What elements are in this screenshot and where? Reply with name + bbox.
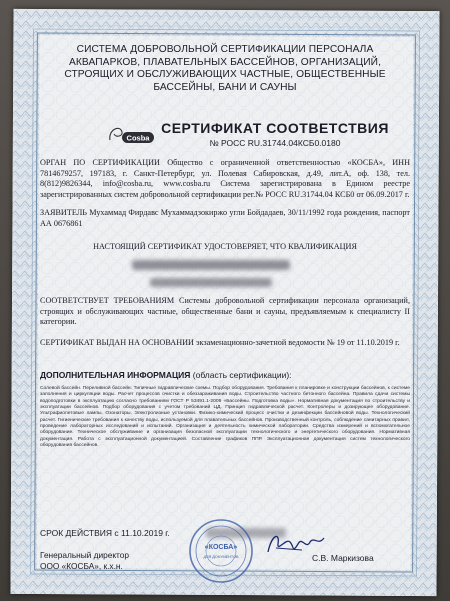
validity-period: СРОК ДЕЙСТВИЯ с 11.10.2019 г.: [40, 528, 170, 538]
redacted-name: [132, 260, 290, 270]
signer-name: С.В. Маркизова: [312, 553, 374, 563]
stamp-subtext: ДЛЯ ДОКУМЕНТОВ: [203, 555, 239, 559]
director-organization: ООО «КОСБА», к.х.н.: [40, 560, 123, 571]
director-title: Генеральный директор: [40, 550, 129, 560]
redacted-qualification: [150, 278, 272, 287]
logo-text: Cosba: [126, 133, 150, 143]
certification-scope-text: Солевой бассейн. Переливной бассейн. Типичные гидравлические схемы. Подбор оборудования. Требования к планировке и конструкции бассейнов, к системе заполнения и циркуляции воды. Расчет процессов очистки и обеззараживания воды. Строительство частного бетонного бассейна. Правила сдачи системы водоподготовки в эксплуатацию согласно требованиям ГОСТ Р 53491.1-2009 «Бассейны. Подготовка воды». Нормативная документация по строительству и эксплуатации бассейнов. Подбор оборудования с учетом требований ЦД. Принцип гидравлической расчет. Контролеры и дозирующее оборудование. Ультрафиолетовые лампы. Озонаторы. Электролизные установки. Физико-химический процесс очистки и дезинфекции бассейновой воды. Технологический расчет. Гигиенические требования к качеству воды, используемой для плавательных бассейнов. Производственный контроль, соблюдение санитарных правил, проведение лабораторных исследований и испытаний. Организация и деятельность химической лаборатории. Средства измерений и вспомогательное оборудование. Техническое обслуживание и организация безопасной эксплуатации технологического и энергетического оборудования. Нормативная документация. Работа с эксплуатационной документацией. Составление графиков ППР. Эксплуатационная документация систем технологического оборудования бассейнов.: [40, 386, 410, 449]
certificate-number: № РОСС RU.31744.04КСБ0.0180: [209, 138, 341, 148]
additional-info-title: ДОПОЛНИТЕЛЬНАЯ ИНФОРМАЦИЯ: [40, 370, 191, 380]
qualification-statement: НАСТОЯЩИЙ СЕРТИФИКАТ УДОСТОВЕРЯЕТ, ЧТО КВАЛИФИКАЦИЯ: [93, 242, 357, 251]
certificate-title: СЕРТИФИКАТ СООТВЕТСТВИЯ: [161, 120, 389, 136]
certification-body-paragraph: ОРГАН ПО СЕРТИФИКАЦИИ Общество с ограниченной ответственностью «КОСБА», ИНН 7814679257, 197183, г. Санкт-Петербург, ул. Полевая Сабировская, д.49, лит.А, оф. 138, тел. 8(812)9826344, info@cosba.ru, www.cosba.ru Система зарегистрирована в Едином реестре зарегистрированных систем добровольной сертификации рег.№ РОСС RU.31744.04 КСБ0 от 06.09.2017 г.: [40, 158, 410, 199]
company-stamp: [188, 518, 254, 584]
additional-info-heading: [40, 370, 410, 380]
stamp-text: «КОСБА»: [204, 544, 238, 551]
applicant-paragraph: ЗАЯВИТЕЛЬ Мухаммад Фирдавс Мухаммадзокиржо угли Бойдадаев, 30/11/1992 года рождения, паспорт АА 0676861: [40, 208, 410, 228]
organization-title: СИСТЕМА ДОБРОВОЛЬНОЙ СЕРТИФИКАЦИИ ПЕРСОНАЛА АКВАПАРКОВ, ПЛАВАТЕЛЬНЫХ БАССЕЙНОВ, ОРГАНИЗАЦИЙ, СТРОЯЩИХ И ОБСЛУЖИВАЮЩИХ ЧАСТНЫЕ, ОБЩЕСТВЕННЫЕ БАССЕЙНЫ, БАНИ И САУНЫ: [64, 44, 386, 93]
issued-basis-paragraph: СЕРТИФИКАТ ВЫДАН НА ОСНОВАНИИ экзаменационно-зачетной ведомости № 19 от 11.10.2019 г.: [40, 338, 400, 347]
compliance-paragraph: СООТВЕТСТВУЕТ ТРЕБОВАНИЯМ Системы добровольной сертификации персонала организаций, строящих и обслуживающих частные, общественные бани и сауны, предъявляемым к специалисту II категории.: [40, 296, 410, 327]
director-block: [40, 550, 129, 571]
additional-info-suffix: (область сертификации):: [192, 370, 292, 380]
